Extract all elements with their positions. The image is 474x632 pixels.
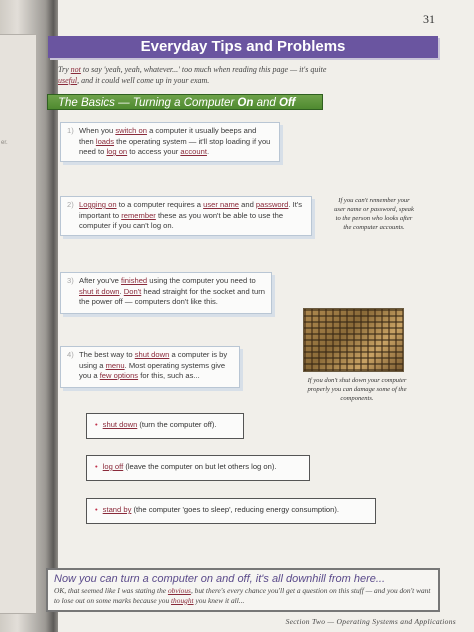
step-4-box: 4) The best way to shut down a computer is by using a menu. Most operating systems give you a few options for this, such as... <box>60 346 240 388</box>
bullet-icon: • <box>95 462 98 471</box>
option-log-off: • log off (leave the computer on but let others log on). <box>86 455 310 481</box>
option-stand-by: • stand by (the computer 'goes to sleep', reducing energy consumption). <box>86 498 376 524</box>
page-title: Everyday Tips and Problems <box>48 36 438 58</box>
page-footer: Section Two — Operating Systems and Applications <box>285 617 456 626</box>
step-number: 3) <box>67 276 74 285</box>
step-number: 2) <box>67 200 74 209</box>
section-heading: The Basics — Turning a Computer On and Off <box>47 94 323 110</box>
bullet-icon: • <box>95 505 98 514</box>
step-number: 1) <box>67 126 74 135</box>
side-note-shutdown: If you don't shut down your computer properly you can damage some of the components. <box>307 377 407 402</box>
bullet-icon: • <box>95 420 98 429</box>
summary-heading: Now you can turn a computer on and off, it's all downhill from here... <box>54 573 386 585</box>
summary-text: OK, that seemed like I was stating the obvious, but there's every chance you'll get a question on this stuff — and you don't want to lose out on some marks because you thought you knew it all... <box>54 586 431 605</box>
step-2-box: 2) Logging on to a computer requires a user name and password. It's important to remember these as you won't be able to use the computer if you can't log on. <box>60 196 312 236</box>
previous-page-border <box>0 34 37 614</box>
option-shut-down: • shut down (turn the computer off). <box>86 413 244 439</box>
circuit-board-photo <box>303 308 404 372</box>
side-note-password: If you can't remember your user name or password, speak to the person who looks after the computer accounts. <box>334 197 414 231</box>
step-number: 4) <box>67 350 74 359</box>
summary-box <box>46 568 440 612</box>
page-number: 31 <box>423 12 435 26</box>
step-3-box: 3) After you've finished using the computer you need to shut it down. Don't head straight for the socket and turn the power off — computers don't like this. <box>60 272 272 314</box>
step-1-box: 1) When you switch on a computer it usually beeps and then loads the operating system — it'll stop loading if you need to log on to access your account. <box>60 122 280 162</box>
intro-text: Try not to say 'yeah, yeah, whatever...' too much when reading this page — it's quite useful, and it could well come up in your exam. <box>58 65 327 85</box>
previous-page-margin-text: er. <box>1 140 8 146</box>
